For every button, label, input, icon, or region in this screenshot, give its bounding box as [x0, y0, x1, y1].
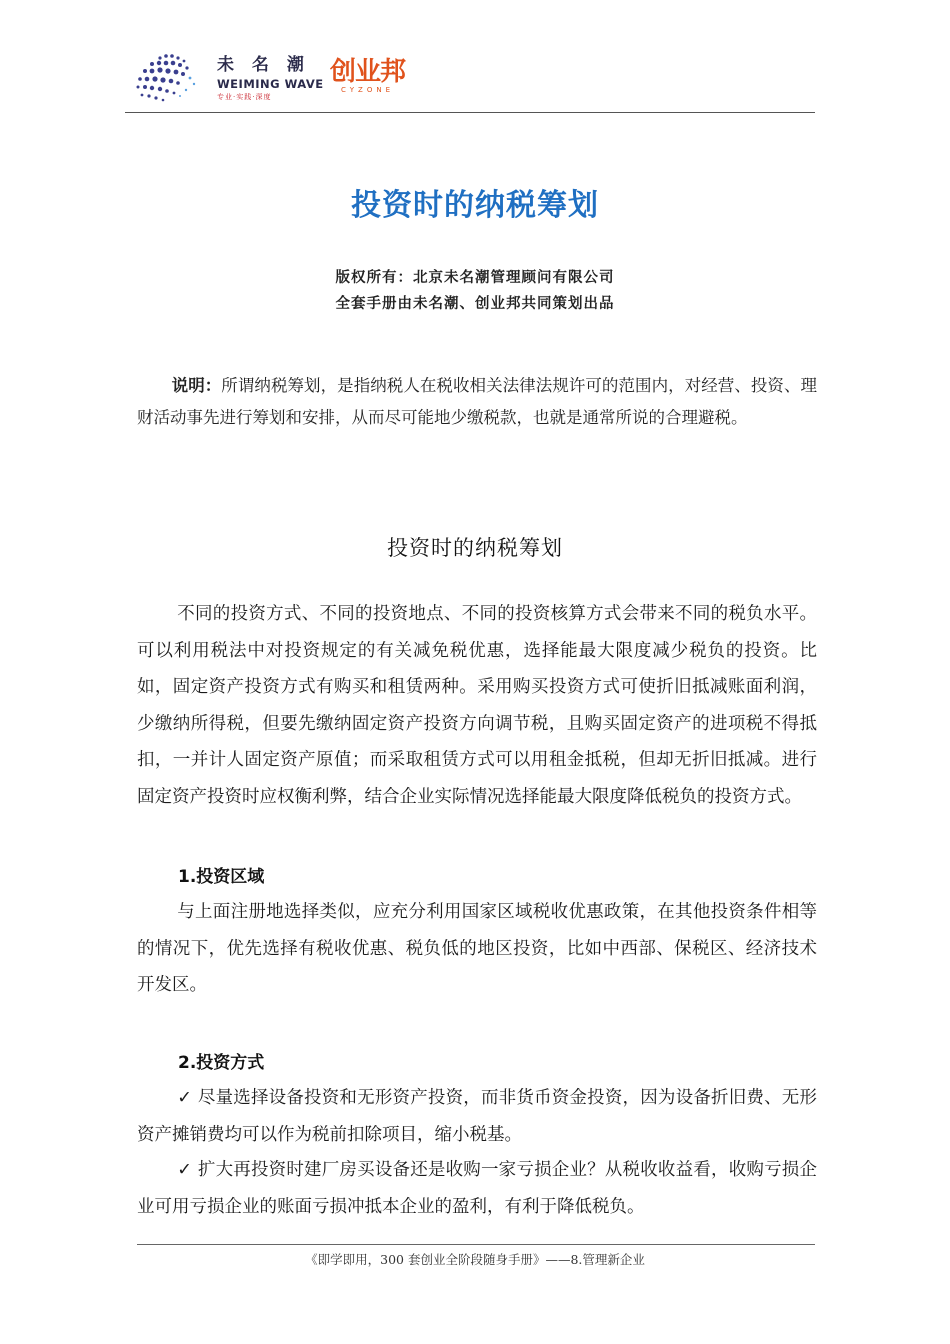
cyzone-name-cn: 创业邦 [330, 57, 406, 87]
check-icon: ✓ [177, 1088, 193, 1108]
check-icon: ✓ [177, 1160, 193, 1180]
subsection-text-investment-region: 与上面注册地选择类似，应充分利用国家区域税收优惠政策，在其他投资条件相等的情况下，优先选择有税收优惠、税负低的地区投资，比如中西部、保税区、经济技术开发区。 [137, 902, 817, 995]
brand-tagline: 专业·实践·深度 [217, 93, 272, 101]
copyright-line: 版权所有：北京未名潮管理顾问有限公司 [335, 270, 615, 286]
list-item [137, 1152, 817, 1225]
page-footer: 《即学即用，300 套创业全阶段随身手册》——8.管理新企业 [305, 1252, 645, 1267]
credit-line: 全套手册由未名潮、创业邦共同策划出品 [335, 296, 615, 312]
cyzone-logo [330, 58, 405, 94]
note-text: 所谓纳税筹划，是指纳税人在税收相关法律法规许可的范围内，对经营、投资、理财活动事先进行筹划和安排，从而尽可能地少缴税款，也就是通常所说的合理避税。 [137, 376, 818, 427]
intro-paragraph: 不同的投资方式、不同的投资地点、不同的投资核算方式会带来不同的税负水平。可以利用税法中对投资规定的有关减免税优惠，选择能最大限度减少税负的投资。比如，固定资产投资方式有购买和租赁两种。采用购买投资方式可使折旧抵减账面利润，少缴纳所得税，但要先缴纳固定资产投资方向调节税，且购买固定资产的进项税不得抵扣，一并计人固定资产原值；而采取租赁方式可以用租金抵税，但却无折旧抵减。进行固定资产投资时应权衡利弊，结合企业实际情况选择能最大限度降低税负的投资方式。 [137, 604, 817, 807]
brand-name-cn: 未 名 潮 [217, 55, 310, 75]
weiming-wave-logo-icon [130, 48, 205, 108]
subsection-heading-investment-region: 1.投资区域 [178, 867, 265, 887]
list-item-text: 扩大再投资时建厂房买设备还是收购一家亏损企业？从税收收益看，收购亏损企业可用亏损企业的账面亏损冲抵本企业的盈利，有利于降低税负。 [137, 1160, 817, 1217]
footer-divider [137, 1244, 815, 1245]
cyzone-name-en: CYZONE [341, 86, 395, 94]
note-label: 说明： [171, 376, 222, 395]
brand-name-en: WEIMING WAVE [217, 77, 324, 91]
section-title: 投资时的纳税筹划 [387, 536, 563, 560]
header-divider [125, 112, 815, 113]
page-title: 投资时的纳税筹划 [351, 188, 599, 223]
list-item-text: 尽量选择设备投资和无形资产投资，而非货币资金投资，因为设备折旧费、无形资产摊销费均可以作为税前扣除项目，缩小税基。 [137, 1088, 817, 1145]
list-item [137, 1080, 817, 1153]
weiming-wave-brand [217, 50, 324, 102]
subsection-heading-investment-method: 2.投资方式 [178, 1053, 265, 1073]
note-paragraph [137, 370, 817, 434]
page-header [125, 40, 815, 112]
